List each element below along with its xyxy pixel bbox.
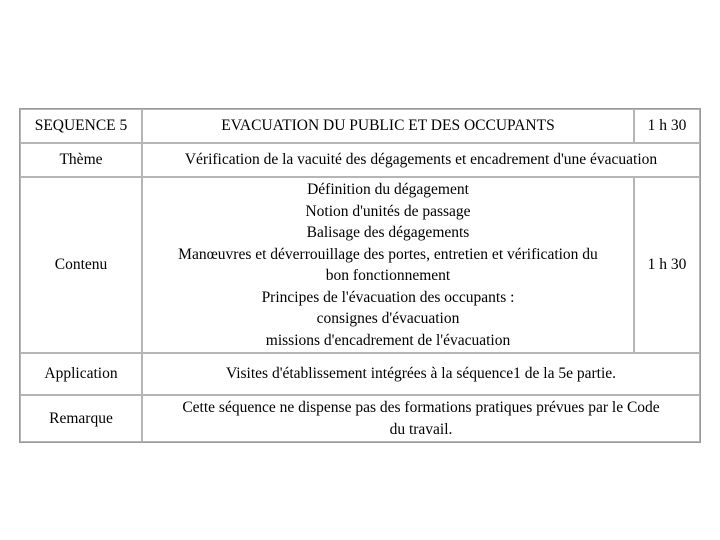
content-line: consignes d'évacuation [316, 310, 460, 327]
sequence-title: EVACUATION DU PUBLIC ET DES OCCUPANTS [142, 109, 634, 143]
content-line: Notion d'unités de passage [305, 202, 471, 220]
remark-row [20, 395, 700, 442]
content-label: Contenu [20, 177, 142, 353]
remark-line: du travail. [389, 420, 453, 438]
theme-row [20, 143, 700, 177]
content-text [142, 177, 634, 353]
application-label: Application [20, 353, 142, 395]
content-line: bon fonctionnement [325, 267, 451, 284]
remark-line: Cette séquence ne dispense pas des formations pratiques prévues par le Code [182, 399, 660, 416]
theme-text: Vérification de la vacuité des dégagements et encadrement d'une évacuation [142, 143, 700, 177]
content-line: Balisage des dégagements [306, 224, 470, 241]
content-line: Manœuvres et déverrouillage des portes, entretien et vérification du [178, 245, 598, 263]
application-row [20, 353, 700, 395]
application-text: Visites d'établissement intégrées à la séquence1 de la 5e partie. [142, 353, 700, 395]
remark-label: Remarque [20, 395, 142, 442]
content-line: Principes de l'évacuation des occupants : [261, 288, 515, 306]
remark-text [142, 395, 700, 442]
content-duration: 1 h 30 [634, 177, 700, 353]
content-row [20, 177, 700, 353]
content-line: missions d'encadrement de l'évacuation [265, 331, 511, 349]
sequence-label: SEQUENCE 5 [20, 109, 142, 143]
theme-label: Thème [20, 143, 142, 177]
sequence-duration: 1 h 30 [634, 109, 700, 143]
content-line: Définition du dégagement [307, 181, 469, 198]
sequence-header-row [20, 109, 700, 143]
sequence-table [19, 108, 701, 443]
